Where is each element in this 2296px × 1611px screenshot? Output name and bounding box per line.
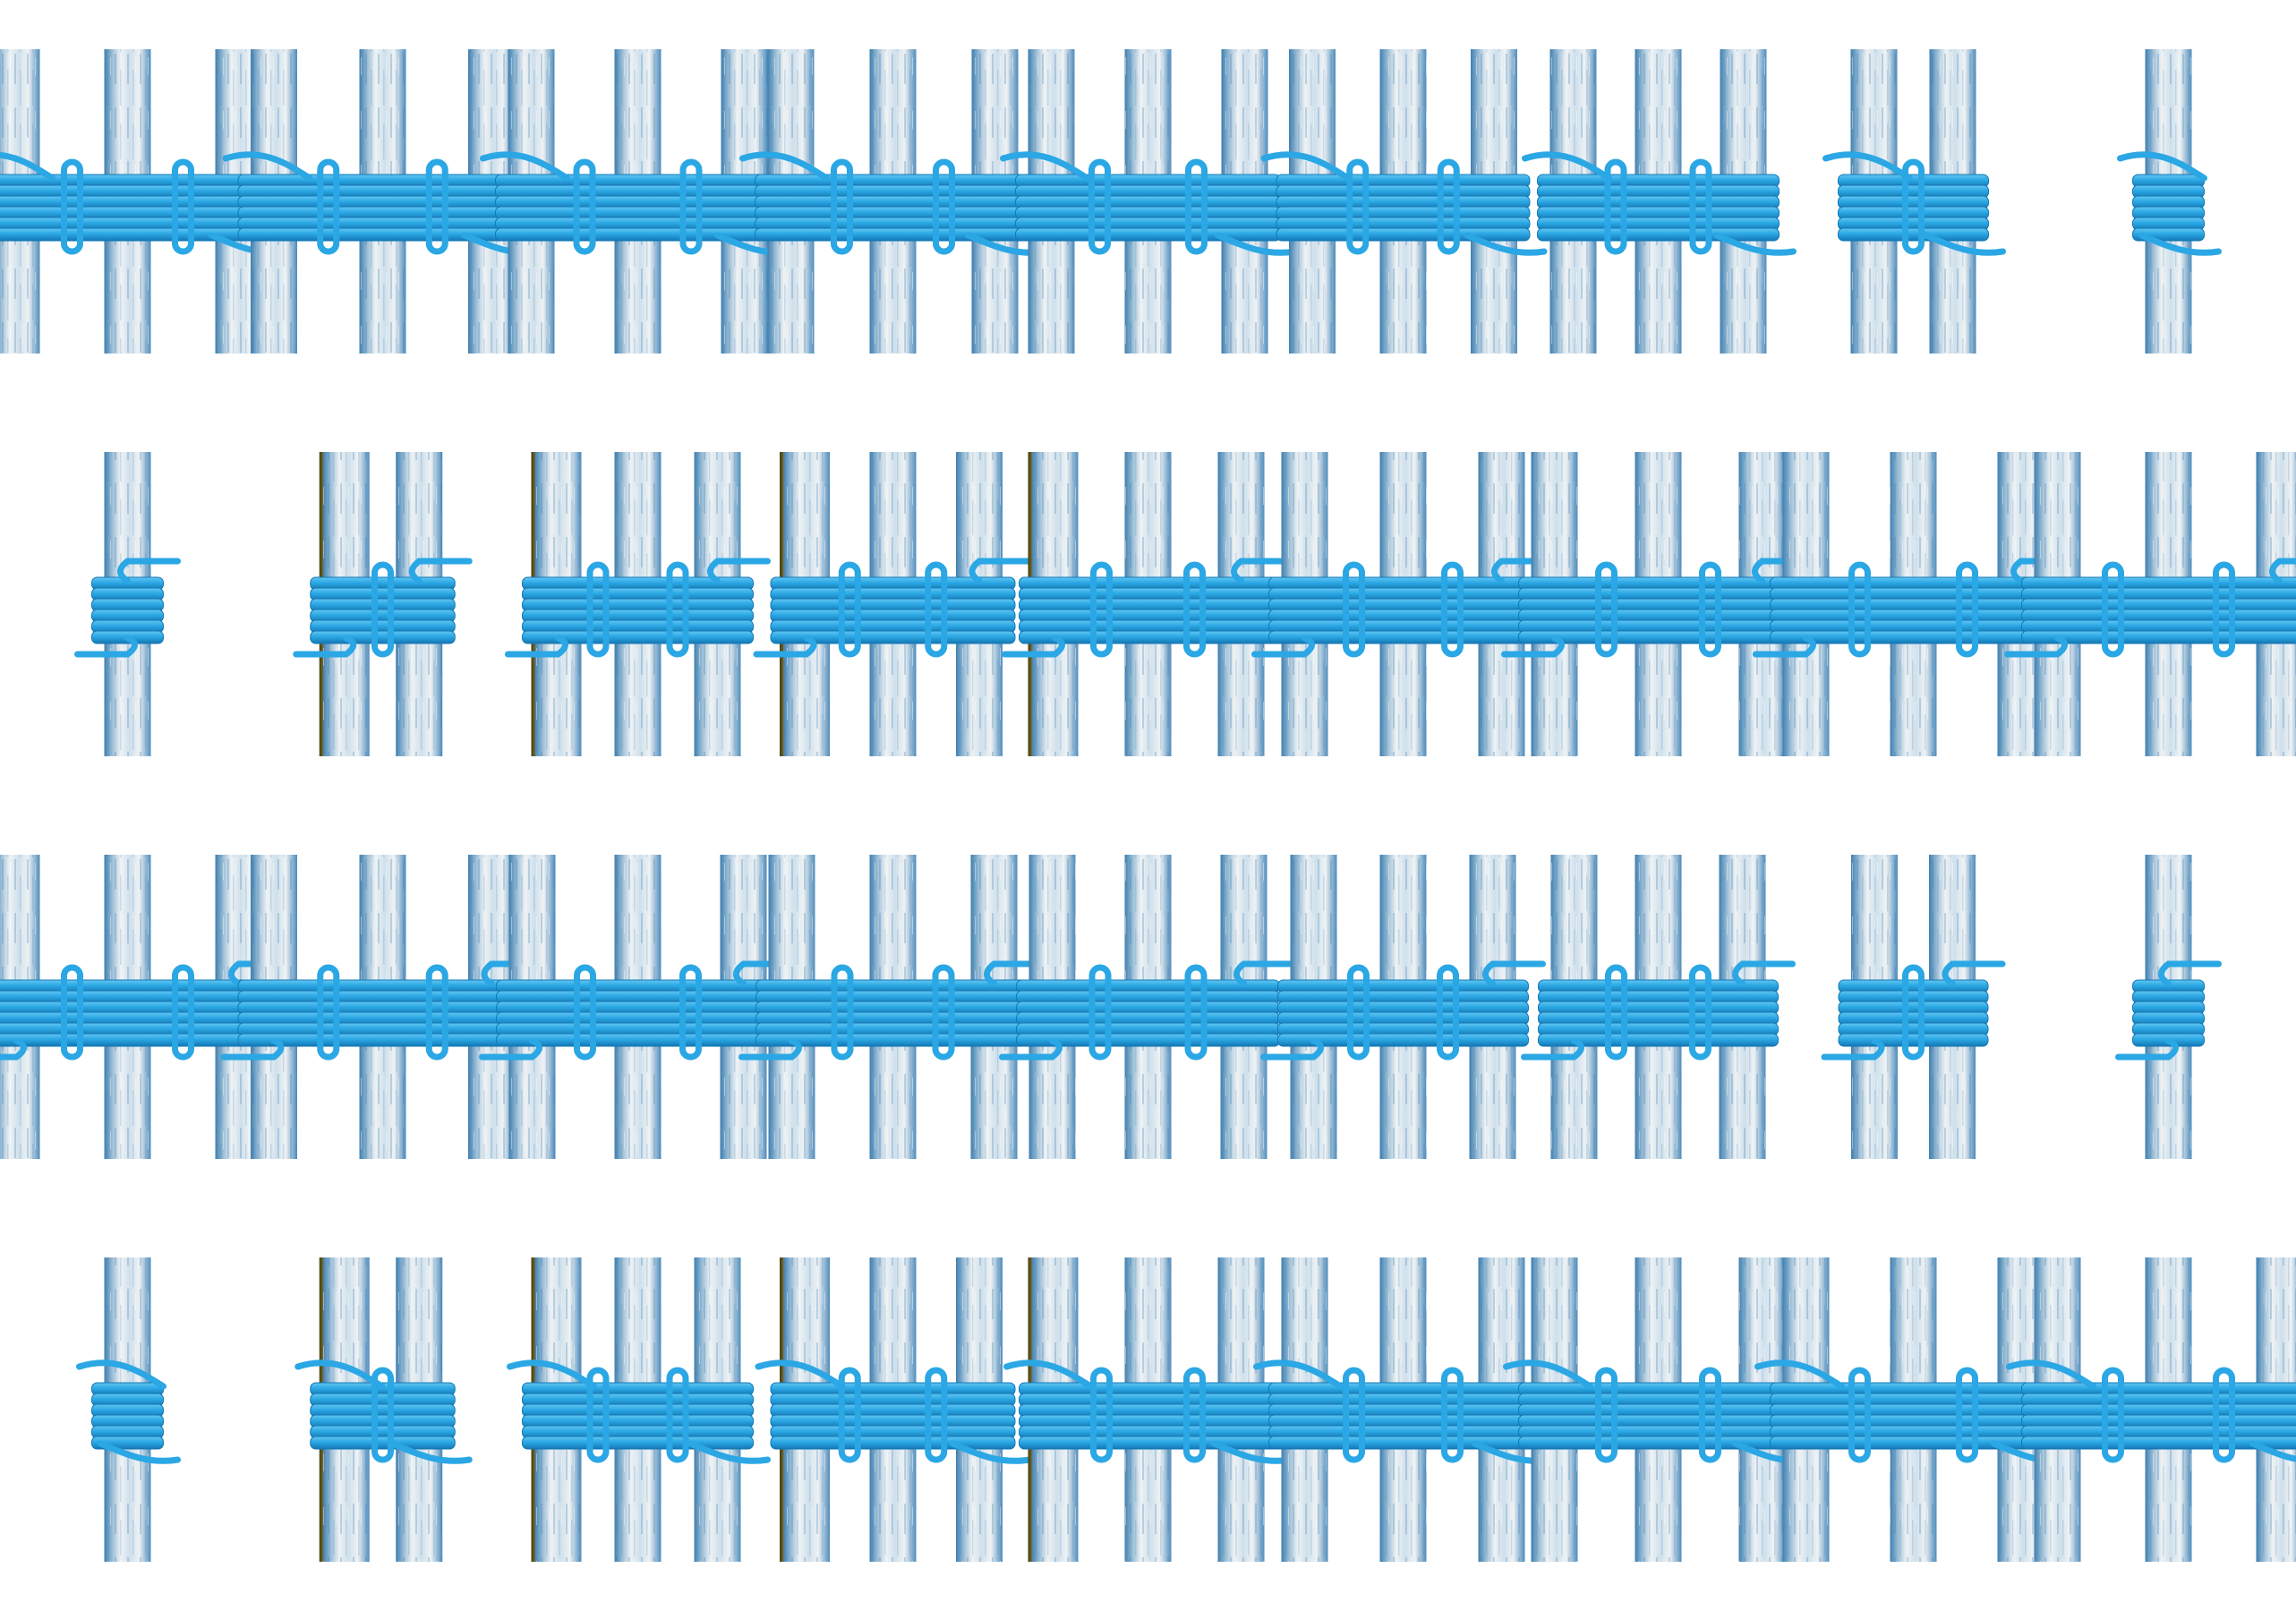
rope-wrap [1519,1436,1798,1449]
lashing-frame [1257,1257,1552,1562]
lashing-frame [1003,49,1295,354]
rope-wrap [1016,228,1281,241]
lashing-frame [2119,855,2219,1159]
rope-wrap [496,228,781,241]
lashing-frame [1525,49,1794,354]
rope-wrap [0,1034,275,1046]
lashing-frame [80,1257,178,1562]
rope-wrap [523,1436,754,1449]
rope-wrap [1771,1436,2057,1449]
lashing-frame [2008,452,2296,756]
lashing-frame [1005,452,1292,756]
lashing-frame [508,452,768,756]
rope-wrap [311,1436,456,1449]
rope-wrap [1839,228,1989,241]
lashing-frame [1007,1257,1292,1562]
lashing-frame [482,855,794,1159]
lashing-frame [1505,452,1813,756]
lashing-frame [1264,49,1544,354]
lashing-frame [78,452,178,756]
lashing-frame [224,855,542,1159]
lashing-frame [483,49,795,354]
lashing-frame [226,49,542,354]
rope-wrap [755,228,1031,241]
rope-wrap [1020,1436,1277,1449]
rope-wrap [238,228,527,241]
lashing-frame [1003,855,1294,1159]
lashing-frame [1255,452,1552,756]
rope-wrap [1538,228,1780,241]
lashing-frame [743,49,1046,354]
lashing-frame [742,855,1045,1159]
lashing-frame [758,1257,1029,1562]
lashing-frame [1506,1257,1813,1562]
rope-wrap [1269,1436,1538,1449]
rope-wrap [0,228,275,241]
lashing-frame [298,1257,470,1562]
rope-wrap [771,1436,1015,1449]
rope-wrap [1276,228,1530,241]
rope-wrap [1839,1034,1988,1046]
lashing-frame [2121,49,2219,354]
lashing-frame [1824,855,2002,1159]
lashing-frame [296,452,470,756]
lashing-frame [756,452,1029,756]
lashing-frame [2010,1257,2296,1562]
lashing-frame [1826,49,2003,354]
rope-wrap [311,631,456,644]
lashing-frame [1524,855,1793,1159]
lashing-frame [1264,855,1543,1159]
lashing-frame [510,1257,768,1562]
